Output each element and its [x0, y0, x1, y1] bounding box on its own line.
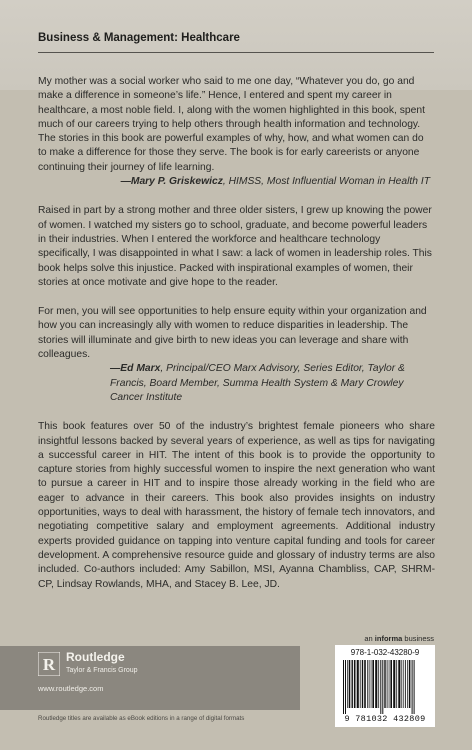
endorser-name: —Ed Marx — [110, 363, 161, 375]
ebook-note: Routledge titles are available as eBook editions in a range of digital formats — [38, 715, 245, 722]
endorsement-griskewicz — [38, 75, 435, 189]
endorser-line — [38, 175, 435, 189]
cover-text — [38, 75, 435, 607]
isbn-number: 978-1-032-43280-9 — [350, 648, 420, 657]
informa-brand: informa — [374, 634, 403, 643]
description-text: This book features over 50 of the industry’s brightest female pioneers who share insightful lessons backed by several years of experience, as well as tips for navigating a successful career in HIT. The intent of this book is to provide the opportunity to capture stories from highly successful women to inspire the next generation who want to pursue a career in HIT and to inspire those already working in the field who are eager to advance in their careers. This book also provides insights on industry opportunities, ways to deal with harassment, the history of female tech innovators, and negotiating competitive salary and employment agreements. Additional industry experts provided guidance on tapping into venture capital funding and tools for career development. A comprehensive resource guide and glossary of industry terms are also included. Co-authors included: Amy Sabillon, MSI, Ayanna Chambliss, CAP, SHRM-CP, Lindsay Rowlands, MHA, and Stacey B. Lee, JD. — [38, 421, 435, 590]
publisher-name: Routledge — [66, 650, 125, 664]
publisher-url[interactable]: www.routledge.com — [38, 684, 104, 693]
svg-text:R: R — [42, 655, 56, 674]
category-label: Business & Management: Healthcare — [38, 32, 240, 44]
routledge-logo-icon — [38, 652, 60, 676]
endorsement-text: Raised in part by a strong mother and three older sisters, I grew up knowing the power of women. I watched my sisters go to school, graduate, and become powerful leaders in their industries. When I entered the workforce and healthcare technology specifically, I was disappointed in what I saw: a lack of women in leadership roles. This book helps solve this injustice. Packed with inspirational examples of women, their stories at once motivate and give hope to the reader. — [38, 205, 432, 288]
endorser-credentials: , Principal/CEO Marx Advisory, Series Editor, Taylor & Francis, Board Member, Summa Health System & Mary Crowley Cancer Institute — [110, 363, 405, 403]
informa-business-tag: an informa business — [364, 634, 434, 643]
barcode-bars — [341, 660, 429, 714]
barcode-digits: 9 781032 432809 — [344, 714, 426, 724]
endorser-credentials: , HIMSS, Most Influential Woman in Health IT — [222, 176, 430, 188]
publisher-group: Taylor & Francis Group — [66, 667, 138, 674]
book-description — [38, 420, 435, 592]
endorser-name: —Mary P. Griskewicz — [120, 176, 223, 188]
endorsement-marx-part2 — [38, 305, 435, 405]
endorsement-text: For men, you will see opportunities to help ensure equity within your organization and how you can increasingly ally with women to reduce disparities in leadership. The stories will illuminate and give birth to new ideas you can leverage and share with colleagues. — [38, 306, 427, 361]
isbn-barcode — [335, 645, 435, 727]
header-rule — [38, 52, 434, 53]
endorsement-text: My mother was a social worker who said to me one day, “Whatever you do, go and make a difference in someone’s life.” Hence, I entered and spent my career in healthcare, a most noble field. I, along with the women highlighted in this book, spent much of our careers trying to help others through health information and technology. The stories in this book are powerful examples of why, how, and what women can do to make a difference for those they serve. The book is for early careerists or anyone continuing their journey of life learning. — [38, 76, 425, 173]
endorsement-marx-part1 — [38, 204, 435, 290]
endorser-line — [38, 362, 435, 405]
